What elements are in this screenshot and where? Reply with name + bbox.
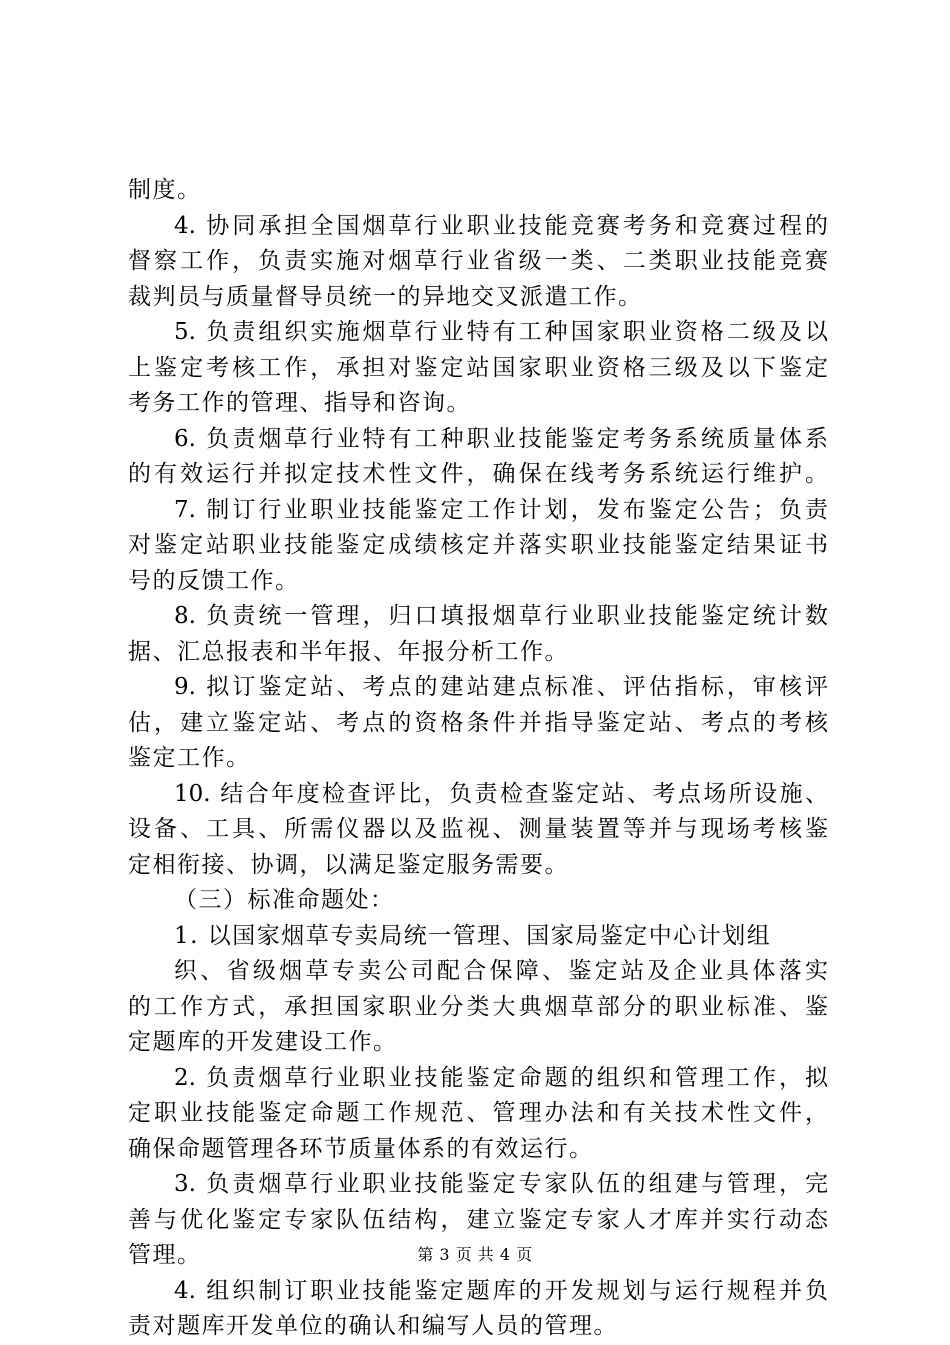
text-line: 责对题库开发单位的确认和编写人员的管理。 — [128, 1313, 618, 1339]
text-line: 估，建立鉴定站、考点的资格条件并指导鉴定站、考点的考核 — [128, 709, 828, 736]
document-body — [128, 173, 828, 1345]
text-line: 鉴定工作。 — [128, 745, 251, 771]
text-line: 10. 结合年度检查评比，负责检查鉴定站、考点场所设施、 — [174, 780, 828, 807]
text-line: 管理。 — [128, 1242, 202, 1268]
text-line: 1. 以国家烟草专卖局统一管理、国家局鉴定中心计划组 — [174, 922, 772, 949]
text-line: 裁判员与质量督导员统一的异地交叉派遣工作。 — [128, 283, 643, 310]
text-line: 织、省级烟草专卖公司配合保障、鉴定站及企业具体落实 — [174, 958, 828, 984]
text-line: 7. 制订行业职业技能鉴定工作计划，发布鉴定公告；负责 — [174, 496, 828, 523]
text-line: 督察工作，负责实施对烟草行业省级一类、二类职业技能竞赛 — [128, 248, 828, 274]
text-line: 6. 负责烟草行业特有工种职业技能鉴定考务系统质量体系 — [174, 425, 828, 452]
text-line: 上鉴定考核工作，承担对鉴定站国家职业资格三级及以下鉴定 — [128, 354, 828, 381]
text-line: 的有效运行并拟定技术性文件，确保在线考务系统运行维护。 — [128, 461, 828, 487]
text-line: 8. 负责统一管理，归口填报烟草行业职业技能鉴定统计数 — [174, 603, 828, 629]
text-line: 定题库的开发建设工作。 — [128, 1029, 398, 1055]
text-line: 对鉴定站职业技能鉴定成绩核定并落实职业技能鉴定结果证书 — [128, 532, 828, 558]
text-line: 3. 负责烟草行业职业技能鉴定专家队伍的组建与管理，完 — [174, 1171, 828, 1197]
text-line: 定相衔接、协调，以满足鉴定服务需要。 — [128, 851, 569, 878]
text-line: 9. 拟订鉴定站、考点的建站建点标准、评估指标，审核评 — [174, 674, 828, 700]
text-line: 的工作方式，承担国家职业分类大典烟草部分的职业标准、鉴 — [128, 993, 828, 1020]
text-line: 5. 负责组织实施烟草行业特有工种国家职业资格二级及以 — [174, 319, 828, 345]
section-heading: （三）标准命题处： — [174, 887, 395, 913]
text-line: 2. 负责烟草行业职业技能鉴定命题的组织和管理工作，拟 — [174, 1064, 828, 1091]
page-number-footer: 第 3 页 共 4 页 — [417, 1245, 533, 1264]
text-line: 据、汇总报表和半年报、年报分析工作。 — [128, 638, 569, 665]
text-line: 制度。 — [128, 177, 202, 203]
text-line: 确保命题管理各环节质量体系的有效运行。 — [128, 1135, 594, 1162]
text-line: 定职业技能鉴定命题工作规范、管理办法和有关技术性文件， — [128, 1100, 828, 1126]
text-line: 4. 组织制订职业技能鉴定题库的开发规划与运行规程并负 — [174, 1277, 828, 1304]
text-line: 号的反馈工作。 — [128, 567, 300, 594]
text-line: 考务工作的管理、指导和咨询。 — [128, 390, 471, 416]
text-line: 善与优化鉴定专家队伍结构，建立鉴定专家人才库并实行动态 — [128, 1206, 828, 1233]
text-line: 4. 协同承担全国烟草行业职业技能竞赛考务和竞赛过程的 — [174, 212, 828, 239]
text-line: 设备、工具、所需仪器以及监视、测量装置等并与现场考核鉴 — [128, 816, 828, 842]
